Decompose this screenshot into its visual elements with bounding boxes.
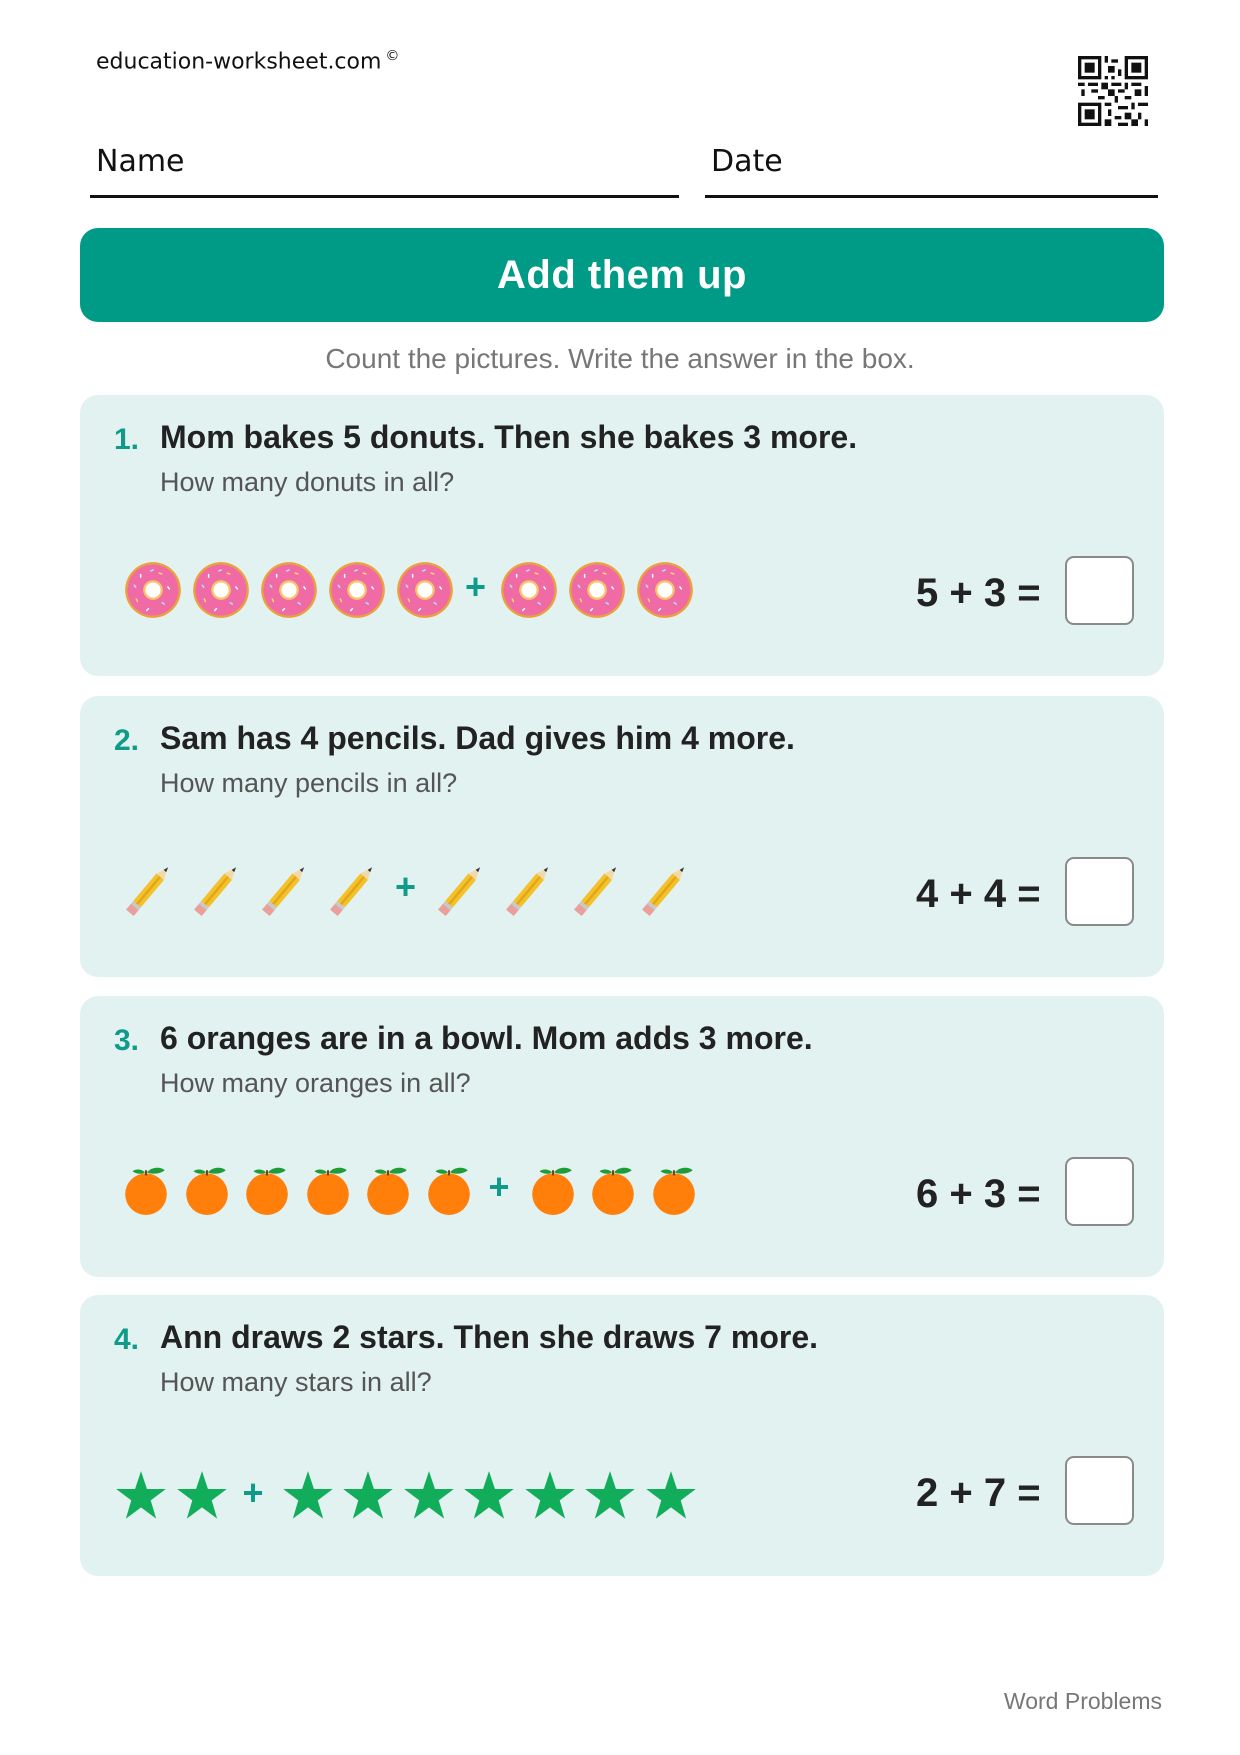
equation: 2 + 7 = [916,1471,1041,1515]
name-label: Name [96,144,185,179]
donut-icon [568,561,626,619]
picture-row [80,696,820,977]
pencil-icon [634,859,696,921]
problem-question: How many donuts in all? [160,467,455,497]
problem-number: 1. [114,423,140,456]
pencil-icon [498,859,560,921]
orange-icon [648,1164,700,1216]
problem-card-3 [80,996,1164,1277]
problem-question: How many pencils in all? [160,768,458,798]
answer-box[interactable] [1065,857,1134,926]
equation: 6 + 3 = [916,1172,1041,1216]
problem-question: How many stars in all? [160,1367,432,1397]
orange-icon [423,1164,475,1216]
orange-icon [241,1164,293,1216]
star-icon [341,1469,395,1523]
star-icon [583,1469,637,1523]
star-icon [281,1469,335,1523]
pencil-icon [566,859,628,921]
date-label: Date [711,144,783,179]
orange-icon [120,1164,172,1216]
star-icon [523,1469,577,1523]
equation: 4 + 4 = [916,872,1041,916]
orange-icon [302,1164,354,1216]
problem-text: 6 oranges are in a bowl. Mom adds 3 more. [160,1020,813,1056]
donut-icon [328,561,386,619]
donut-icon [500,561,558,619]
orange-icon [587,1164,639,1216]
answer-box[interactable] [1065,1456,1134,1525]
plus-sign: + [242,1472,264,1513]
problem-text: Mom bakes 5 donuts. Then she bakes 3 more. [160,419,858,455]
answer-box[interactable] [1065,556,1134,625]
plus-sign: + [488,1166,510,1207]
problem-card-1 [80,395,1164,676]
worksheet-title: Add them up [80,228,1164,322]
pencil-icon [430,859,492,921]
problem-question: How many oranges in all? [160,1068,471,1098]
equation: 5 + 3 = [916,571,1041,615]
star-icon [462,1469,516,1523]
problem-number: 4. [114,1323,140,1356]
orange-icon [362,1164,414,1216]
answer-box[interactable] [1065,1157,1134,1226]
problem-card-4 [80,1295,1164,1576]
orange-icon [181,1164,233,1216]
problem-number: 3. [114,1024,140,1057]
pencil-icon [254,859,316,921]
donut-icon [192,561,250,619]
star-icon [175,1469,229,1523]
problem-text: Sam has 4 pencils. Dad gives him 4 more. [160,720,795,756]
star-icon [644,1469,698,1523]
donut-icon [260,561,318,619]
problem-text: Ann draws 2 stars. Then she draws 7 more. [160,1319,818,1355]
donut-icon [124,561,182,619]
footer-category: Word Problems [1003,1688,1162,1714]
problem-number: 2. [114,724,140,757]
copyright-mark: © [385,48,400,64]
pencil-icon [322,859,384,921]
picture-row [80,395,820,676]
qr-code-icon [1078,56,1148,126]
pencil-icon [118,859,180,921]
star-icon [114,1469,168,1523]
problem-card-2 [80,696,1164,977]
site-name [96,48,399,74]
picture-row [80,1295,820,1576]
site-url: education-worksheet.com [96,49,382,75]
donut-icon [636,561,694,619]
picture-row [80,996,820,1277]
pencil-icon [186,859,248,921]
plus-sign: + [395,866,417,907]
orange-icon [527,1164,579,1216]
donut-icon [396,561,454,619]
star-icon [402,1469,456,1523]
instructions: Count the pictures. Write the answer in the box. [325,343,915,374]
name-field[interactable] [90,140,679,198]
plus-sign: + [465,566,487,607]
date-field[interactable] [705,140,1158,198]
